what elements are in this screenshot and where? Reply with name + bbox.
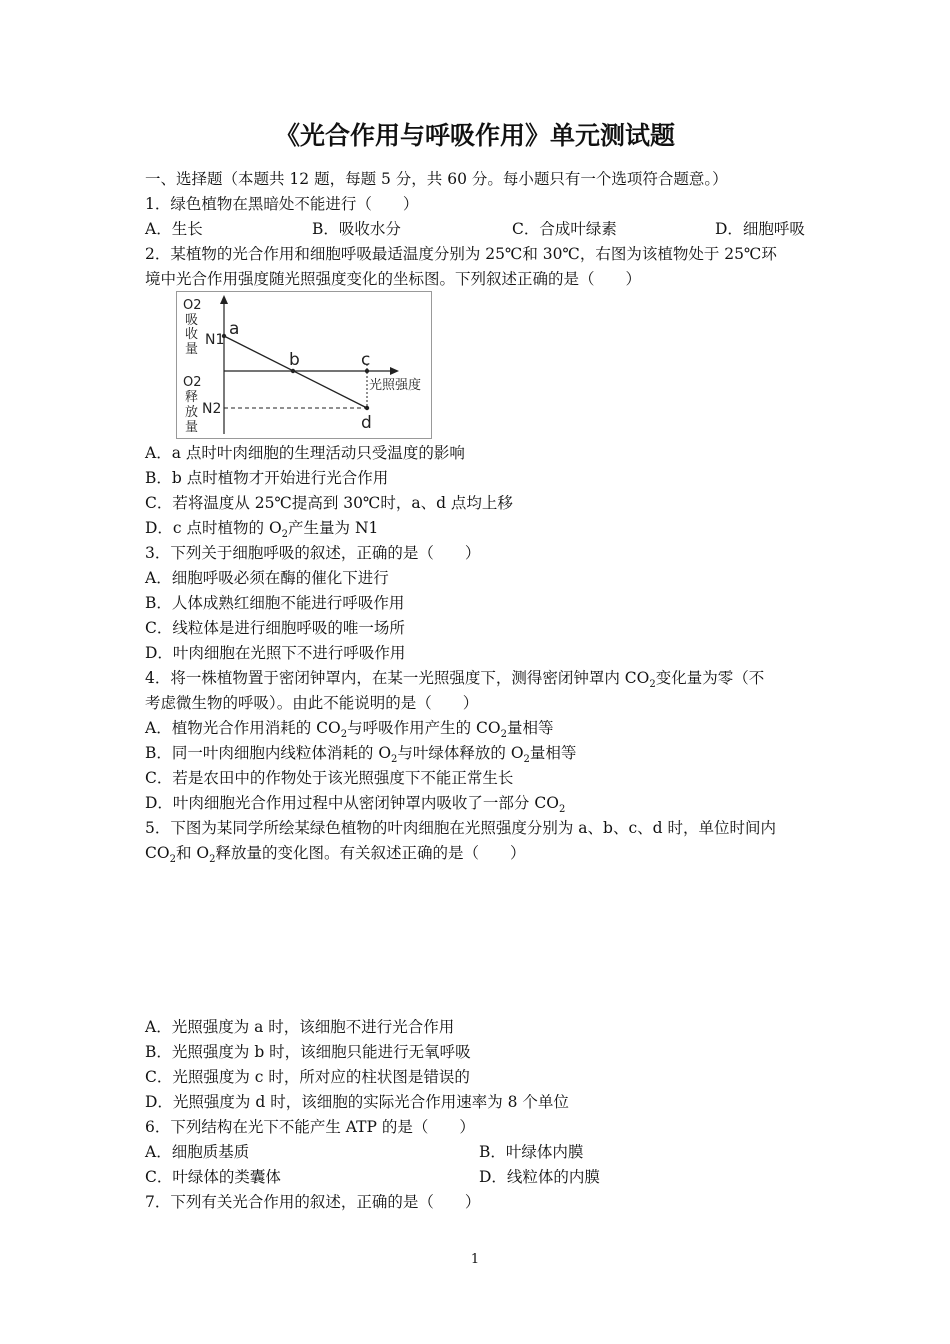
q5-option-d: D．光照强度为 d 时，该细胞的实际光合作用速率为 8 个单位: [145, 1093, 569, 1111]
point-a-label: a: [229, 319, 240, 339]
q5-option-a: A．光照强度为 a 时，该细胞不进行光合作用: [145, 1018, 455, 1036]
q3-option-b: B．人体成熟红细胞不能进行呼吸作用: [145, 594, 405, 612]
q1-option-d: D．细胞呼吸: [715, 220, 805, 238]
x-axis-arrow: [390, 367, 399, 375]
page-title: 《光合作用与呼吸作用》单元测试题: [274, 121, 675, 150]
q7-stem: 7．下列有关光合作用的叙述，正确的是（ ）: [145, 1193, 481, 1211]
x-axis-label: 光照强度: [369, 378, 422, 393]
q3-option-d: D．叶肉细胞在光照下不进行呼吸作用: [145, 644, 406, 662]
q2-option-d: D．c 点时植物的 $O_2$产生量为 N1: [145, 519, 379, 540]
q2-stem-line1: 2．某植物的光合作用和细胞呼吸最适温度分别为 25℃和 30℃，右图为该植物处于 25℃环: [145, 245, 777, 263]
y-axis-arrow: [220, 295, 228, 304]
q6-option-b: B．叶绿体内膜: [479, 1143, 584, 1161]
q5-stem-line1: 5．下图为某同学所绘某绿色植物的叶肉细胞在光照强度分别为 a、b、c、d 时，单位时间内: [145, 819, 776, 837]
q4-stem-line2: 考虑微生物的呼吸）。由此不能说明的是（ ）: [145, 694, 479, 712]
q3-option-a: A．细胞呼吸必须在酶的催化下进行: [145, 569, 389, 587]
q6-stem: 6．下列结构在光下不能产生 ATP 的是（ ）: [145, 1118, 475, 1136]
q2-option-b: B．b 点时植物才开始进行光合作用: [145, 469, 389, 487]
q6-option-d: D．线粒体的内膜: [479, 1168, 600, 1186]
q4-option-a: A．植物光合作用消耗的 $CO_2$与呼吸作用产生的 $CO_2$量相等: [145, 719, 554, 740]
q6-option-a: A．细胞质基质: [145, 1143, 250, 1161]
q1-option-b: B．吸收水分: [312, 220, 401, 238]
q2-option-a: A．a 点时叶肉细胞的生理活动只受温度的影响: [145, 444, 465, 462]
y-top-label-1: 吸: [185, 313, 199, 328]
light-response-line: [224, 336, 367, 408]
point-d-label: d: [361, 413, 372, 433]
q4-option-d: D．叶肉细胞光合作用过程中从密闭钟罩内吸收了一部分 $CO_2$: [145, 794, 566, 815]
q2-stem-line2: 境中光合作用强度随光照强度变化的坐标图。下列叙述正确的是（ ）: [145, 270, 642, 288]
q3-option-c: C．线粒体是进行细胞呼吸的唯一场所: [145, 619, 405, 637]
point-b-label: b: [289, 350, 300, 370]
q5-stem-line2: $CO_2$和 $O_2$释放量的变化图。有关叙述正确的是（ ）: [145, 844, 526, 865]
y-bottom-label-o2: O2: [183, 375, 202, 390]
q4-option-b: B．同一叶肉细胞内线粒体消耗的 $O_2$与叶绿体释放的 $O_2$量相等: [145, 744, 577, 765]
q4-stem-line1: 4．将一株植物置于密闭钟罩内，在某一光照强度下，测得密闭钟罩内 $CO_2$变化量为零（不: [145, 669, 765, 690]
q1-option-c: C．合成叶绿素: [512, 220, 617, 238]
q2-figure: [176, 291, 432, 439]
y-top-label-o2: O2: [183, 298, 202, 313]
n2-label: N2: [202, 401, 222, 417]
q5-option-c: C．光照强度为 c 时，所对应的柱状图是错误的: [145, 1068, 470, 1086]
page-number: 1: [470, 1252, 480, 1267]
y-bottom-label-2: 放: [185, 405, 199, 420]
point-d-marker: [365, 406, 369, 410]
q2-graph: [177, 292, 431, 438]
q3-stem: 3．下列关于细胞呼吸的叙述，正确的是（ ）: [145, 544, 481, 562]
q1-option-a: A．生长: [145, 220, 203, 238]
q4-option-c: C．若是农田中的作物处于该光照强度下不能正常生长: [145, 769, 514, 787]
q1-stem: 1．绿色植物在黑暗处不能进行（ ）: [145, 195, 419, 213]
q2-option-c: C．若将温度从 25℃提高到 30℃时，a、d 点均上移: [145, 494, 513, 512]
n1-label: N1: [205, 332, 225, 348]
y-top-label-2: 收: [185, 327, 199, 342]
point-c-label: c: [361, 350, 371, 370]
y-bottom-label-1: 释: [185, 390, 199, 405]
q5-option-b: B．光照强度为 b 时，该细胞只能进行无氧呼吸: [145, 1043, 471, 1061]
section-heading: 一、选择题（本题共 12 题，每题 5 分，共 60 分。每小题只有一个选项符合题意。）: [145, 170, 728, 188]
y-bottom-label-3: 量: [185, 420, 199, 435]
y-top-label-3: 量: [185, 342, 199, 357]
q6-option-c: C．叶绿体的类囊体: [145, 1168, 281, 1186]
